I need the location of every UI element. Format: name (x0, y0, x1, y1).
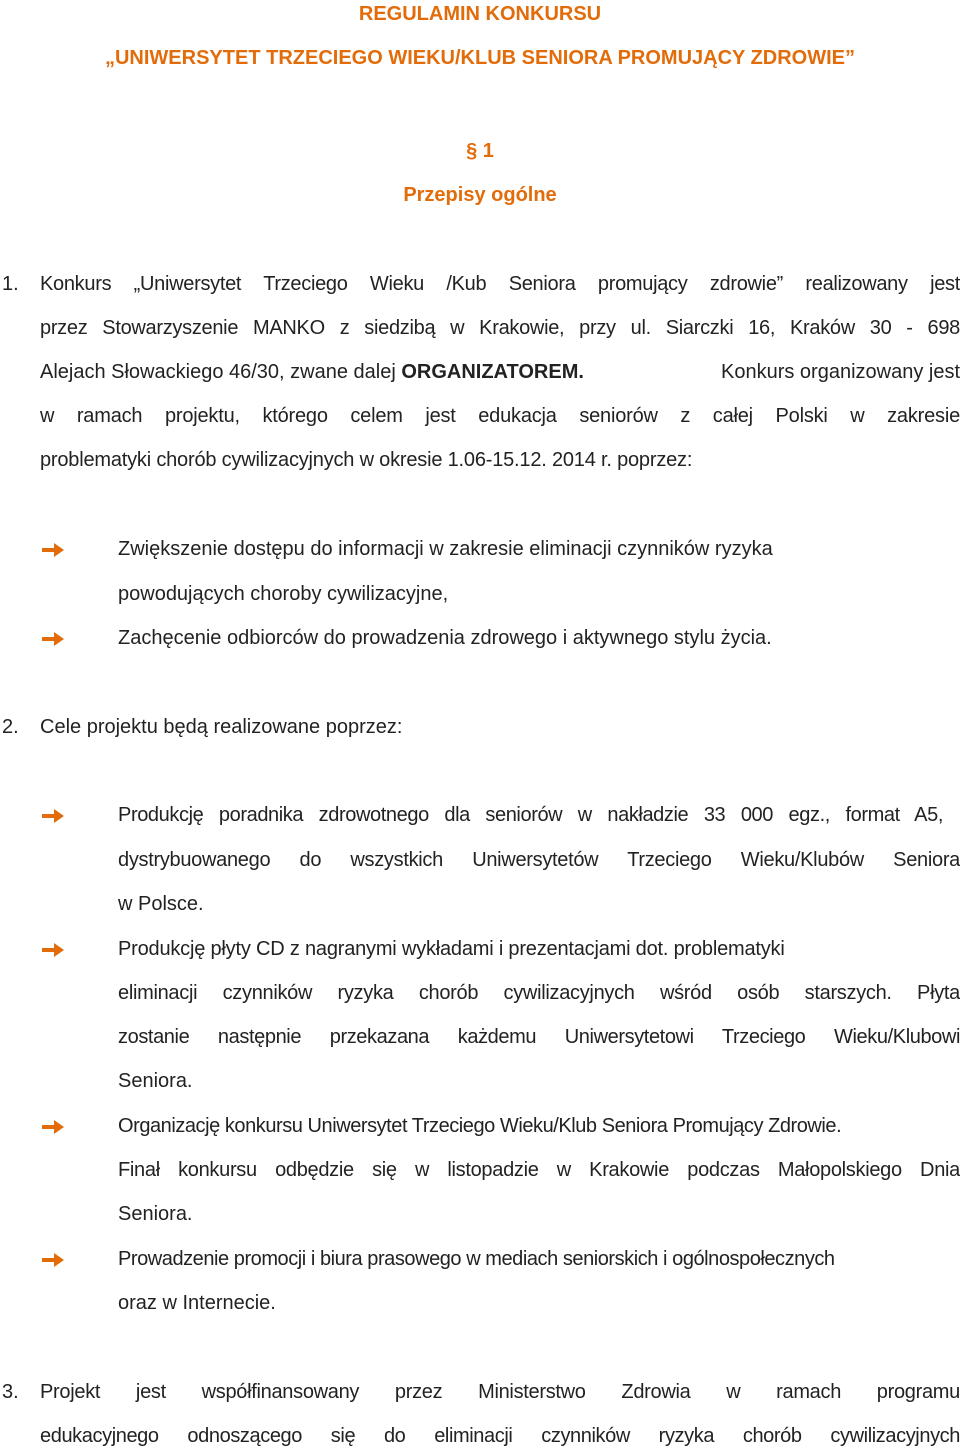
document-title: REGULAMIN KONKURSU (358, 3, 602, 25)
bullet-text: Zachęcenie odbiorców do prowadzenia zdrowego i aktywnego stylu życia. (118, 627, 772, 649)
bullet-text: Zwiększenie dostępu do informacji w zakresie eliminacji czynników ryzyka (118, 538, 773, 560)
point-number-3: 3. (2, 1381, 19, 1403)
section-number: § 1 (466, 140, 494, 162)
bullet-text: Organizację konkursu Uniwersytet Trzeciego Wieku/Klub Seniora Promujący Zdrowie. (118, 1115, 842, 1137)
bullet-text: w Polsce. (118, 893, 204, 915)
right-arrow-icon (40, 1250, 66, 1270)
point-number-2: 2. (2, 716, 19, 738)
right-arrow-icon (40, 1117, 66, 1137)
right-arrow-icon (40, 540, 66, 560)
point-number-1: 1. (2, 273, 19, 295)
bullet-text: Produkcję poradnika zdrowotnego dla seniorów w nakładzie 33 000 egz., format A5, (118, 804, 943, 826)
point-1-line: Konkurs „Uniwersytet Trzeciego Wieku /Kub Seniora promujący zdrowie” realizowany jest (40, 273, 960, 295)
bullet-text: Produkcję płyty CD z nagranymi wykładami i prezentacjami dot. problematyki (118, 938, 785, 960)
right-arrow-icon (40, 629, 66, 649)
bullet-text: Prowadzenie promocji i biura prasowego w mediach seniorskich i ogólnospołecznych (118, 1248, 835, 1270)
bullet-text: Seniora. (118, 1203, 193, 1225)
right-arrow-icon (40, 806, 66, 826)
section-title: Przepisy ogólne (403, 184, 557, 206)
point-3-line: edukacyjnego odnoszącego się do eliminacji czynników ryzyka chorób cywilizacyjnych (40, 1425, 960, 1447)
right-arrow-icon (40, 940, 66, 960)
bullet-text: eliminacji czynników ryzyka chorób cywilizacyjnych wśród osób starszych. Płyta (118, 982, 960, 1004)
point-1-line (40, 361, 960, 384)
bullet-text: powodujących choroby cywilizacyjne, (118, 583, 449, 605)
point-2-line: Cele projektu będą realizowane poprzez: (40, 716, 403, 738)
point-1-line: problematyki chorób cywilizacyjnych w okresie 1.06-15.12. 2014 r. poprzez: (40, 449, 693, 471)
point-1-line: w ramach projektu, którego celem jest edukacja seniorów z całej Polski w zakresie (40, 405, 960, 427)
organizer-term: ORGANIZATOREM. (401, 361, 584, 383)
point-1-text: Alejach Słowackiego 46/30, zwane dalej (40, 361, 396, 383)
bullet-text: zostanie następnie przekazana każdemu Uniwersytetowi Trzeciego Wieku/Klubowi (118, 1026, 960, 1048)
bullet-text: dystrybuowanego do wszystkich Uniwersytetów Trzeciego Wieku/Klubów Seniora (118, 849, 960, 871)
point-1-text: Konkurs organizowany jest (720, 361, 960, 383)
bullet-text: oraz w Internecie. (118, 1292, 276, 1314)
point-3-line: Projekt jest współfinansowany przez Ministerstwo Zdrowia w ramach programu (40, 1381, 960, 1403)
bullet-text: Finał konkursu odbędzie się w listopadzie w Krakowie podczas Małopolskiego Dnia (118, 1159, 960, 1181)
document-subtitle: „UNIWERSYTET TRZECIEGO WIEKU/KLUB SENIORA PROMUJĄCY ZDROWIE” (104, 47, 856, 69)
bullet-text: Seniora. (118, 1070, 193, 1092)
point-1-line: przez Stowarzyszenie MANKO z siedzibą w Krakowie, przy ul. Siarczki 16, Kraków 30 - 698 (40, 317, 960, 339)
